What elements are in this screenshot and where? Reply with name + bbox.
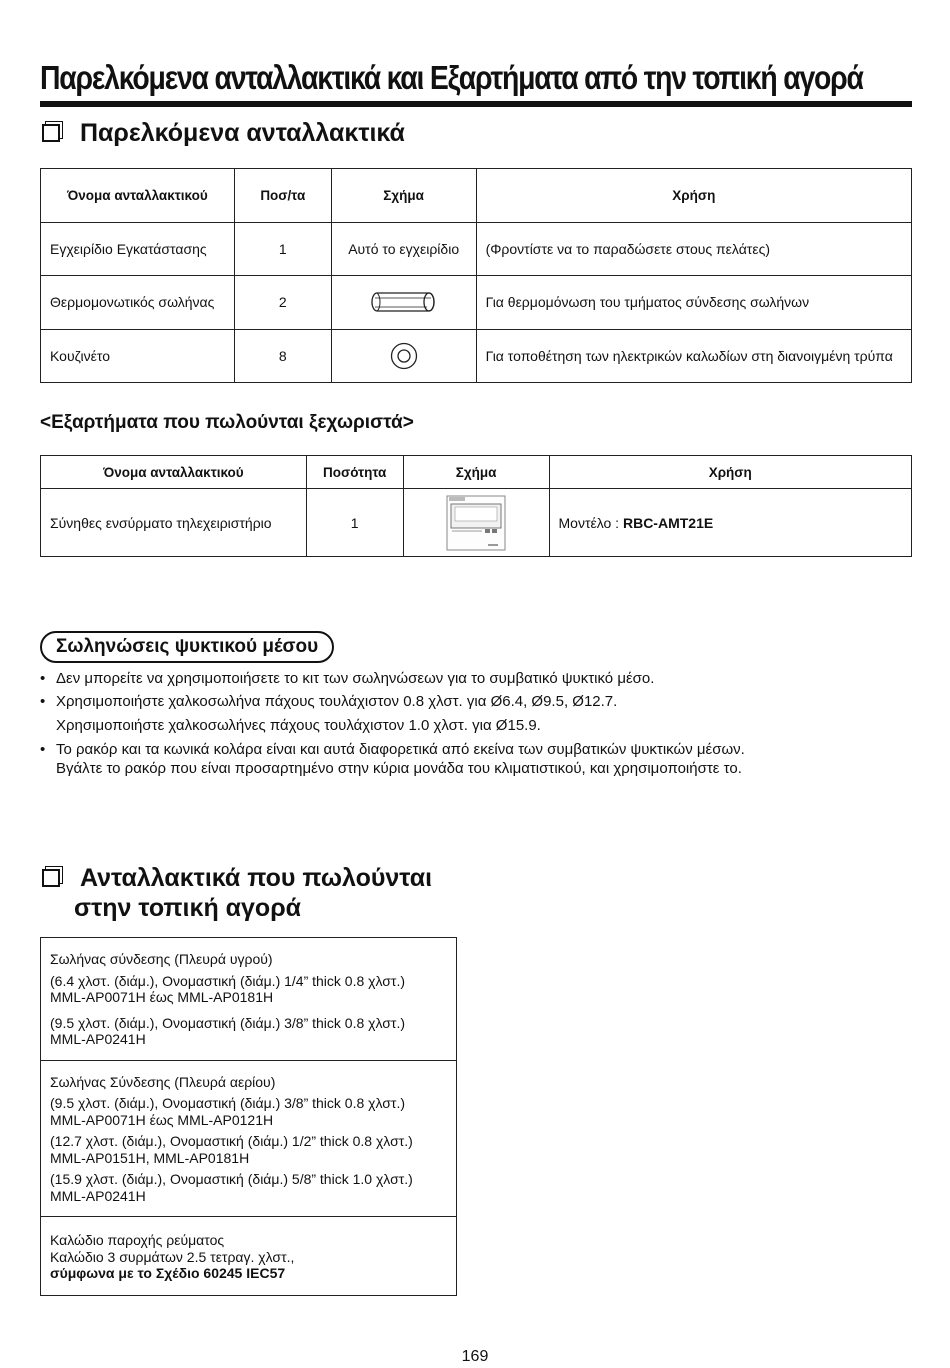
cable-standard: σύμφωνα με το Σχέδιο 60245 IEC57: [50, 1265, 286, 1281]
supplied-parts-table: [40, 168, 912, 383]
column-header: Ποσ/τα: [234, 169, 331, 223]
part-shape: [403, 489, 549, 557]
part-use: (Φροντίστε να το παραδώσετε στους πελάτες): [476, 222, 911, 276]
list-item: • Χρησιμοποιήστε χαλκοσωλήνα πάχους τουλάχιστον 0.8 χλστ. για Ø6.4, Ø9.5, Ø12.7. Χρησιμοποιήστε χαλκοσωλήνες πάχους τουλάχιστον 1.0 χλστ. για Ø15.9.: [40, 691, 920, 738]
pipe-spec: (12.7 χλστ. (διάμ.), Ονομαστική (διάμ.) 1/2” thick 0.8 χλστ.) MML-AP0151H, MML-AP0181H: [50, 1133, 413, 1166]
part-name: Θερμομονωτικός σωλήνας: [41, 276, 235, 330]
section-heading-supplied-parts: [42, 118, 405, 148]
model-number: RBC-AMT21E: [622, 514, 714, 531]
part-qty: 8: [234, 329, 331, 383]
pipe-spec: (15.9 χλστ. (διάμ.), Ονομαστική (διάμ.) 5/8” thick 1.0 χλστ.) MML-AP0241H: [50, 1171, 413, 1204]
pipe-spec: (6.4 χλστ. (διάμ.), Ονομαστική (διάμ.) 1/4” thick 0.8 χλστ.) MML-AP0071H έως MML-AP0181H: [50, 972, 406, 1005]
list-item: • Δεν μπορείτε να χρησιμοποιήσετε το κιτ των σωληνώσεων για το συμβατικό ψυκτικό μέσο.: [40, 668, 920, 691]
part-qty: 2: [234, 276, 331, 330]
gas-side-cell: [41, 1060, 456, 1217]
refrigerant-piping-heading: Σωληνώσεις ψυκτικού μέσου: [40, 631, 334, 663]
cell-title: Καλώδιο παροχής ρεύματος: [50, 1232, 225, 1248]
cable-spec: Καλώδιο 3 συρμάτων 2.5 τετραγ. χλστ.,: [50, 1248, 295, 1265]
part-name: Σύνηθες ενσύρματο τηλεχειριστήριο: [41, 489, 307, 557]
refrigerant-notes: [40, 668, 920, 778]
page-title: Παρελκόμενα ανταλλακτικά και Εξαρτήματα από την τοπική αγορά: [40, 59, 863, 96]
pipe-spec: (9.5 χλστ. (διάμ.), Ονομαστική (διάμ.) 3/8” thick 0.8 χλστ.) MML-AP0071H έως MML-AP0121H: [50, 1095, 406, 1128]
checkbox-icon: [42, 124, 60, 142]
model-prefix: Μοντέλο :: [558, 514, 623, 531]
section-heading-line2: στην τοπική αγορά: [74, 894, 302, 922]
column-header: Ποσότητα: [306, 456, 403, 489]
part-qty: 1: [306, 489, 403, 557]
column-header: Όνομα ανταλλακτικού: [41, 456, 307, 489]
column-header: Σχήμα: [331, 169, 476, 223]
section-heading-local-parts: [42, 863, 432, 923]
pipe-icon: [369, 288, 439, 316]
section-heading-text: Παρελκόμενα ανταλλακτικά: [80, 119, 405, 147]
part-use: Για θερμομόνωση του τμήματος σύνδεσης σωλήνων: [476, 276, 911, 330]
table-row: [41, 329, 912, 383]
section-heading-line1: Ανταλλακτικά που πωλούνται: [80, 864, 433, 892]
table-header-row: [41, 169, 912, 223]
power-cable-cell: [41, 1216, 456, 1295]
part-shape: [331, 329, 476, 383]
column-header: Χρήση: [549, 456, 912, 489]
list-item: • Το ρακόρ και τα κωνικά κολάρα είναι και αυτά διαφορετικά από εκείνα των συμβατικών ψυκτικών μέσων. Βγάλτε το ρακόρ που είναι προσαρτημένο στην κύρια μονάδα του κλιματιστικού, και χρησιμοποιήστε το.: [40, 740, 920, 778]
checkbox-icon: [42, 869, 60, 887]
table-header-row: [41, 456, 912, 489]
column-header: Χρήση: [476, 169, 911, 223]
remote-controller-icon: [446, 495, 506, 551]
part-use: Για τοποθέτηση των ηλεκτρικών καλωδίων στη διανοιγμένη τρύπα: [476, 329, 911, 383]
cell-title: Σωλήνας Σύνδεσης (Πλευρά αερίου): [50, 1073, 276, 1090]
table-row: [41, 222, 912, 276]
part-name: Εγχειρίδιο Εγκατάστασης: [41, 222, 235, 276]
part-name: Κουζινέτο: [41, 329, 235, 383]
pipe-spec: (9.5 χλστ. (διάμ.), Ονομαστική (διάμ.) 3/8” thick 0.8 χλστ.) MML-AP0241H: [50, 1014, 406, 1047]
part-use: [549, 489, 912, 557]
cell-title: Σωλήνας σύνδεσης (Πλευρά υγρού): [50, 951, 273, 967]
column-header: Σχήμα: [403, 456, 549, 489]
part-qty: 1: [234, 222, 331, 276]
column-header: Όνομα ανταλλακτικού: [41, 169, 235, 223]
part-shape: [331, 276, 476, 330]
part-shape: Αυτό το εγχειρίδιο: [331, 222, 476, 276]
liquid-side-cell: [41, 938, 456, 1060]
title-rule: [40, 101, 912, 107]
table-row: [41, 276, 912, 330]
separately-sold-table: [40, 455, 912, 557]
bushing-icon: [389, 341, 419, 371]
local-parts-box: [40, 937, 457, 1296]
page-number: 169: [461, 1348, 489, 1365]
table-row: [41, 489, 912, 557]
separately-sold-heading: <Εξαρτήματα που πωλούνται ξεχωριστά>: [40, 412, 414, 433]
